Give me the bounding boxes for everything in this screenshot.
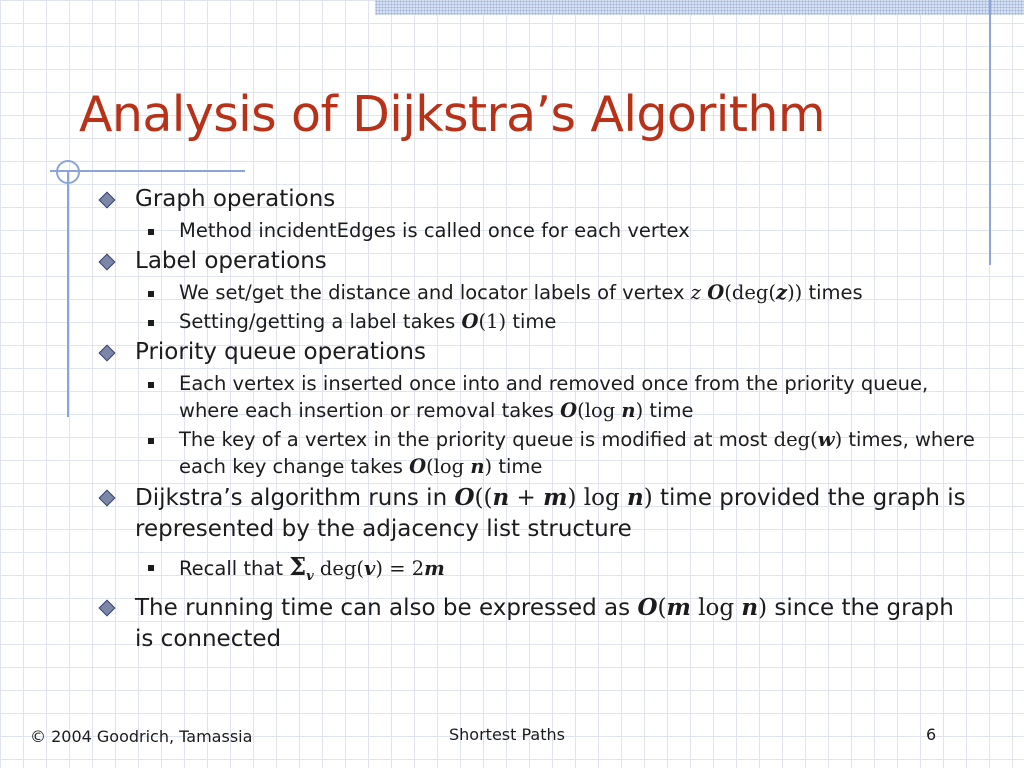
math-var-z: z: [690, 281, 702, 304]
math-sigma: Σ: [289, 552, 307, 581]
math-log: log: [698, 594, 735, 621]
bullet-priority-queue-operations: [96, 337, 976, 368]
math-var-v: v: [364, 557, 376, 580]
math-big-o: O: [637, 593, 658, 621]
math-big-o: O: [560, 399, 578, 422]
math-big-o: O: [454, 484, 475, 511]
diamond-bullet-icon: [99, 254, 116, 271]
sub-bullet-text: Method incidentEdges is called once for each vertex: [179, 219, 690, 242]
math-paren: ): [643, 485, 653, 511]
square-bullet-icon: [148, 565, 154, 571]
math-var-m: m: [543, 484, 568, 511]
math-var-n: n: [470, 455, 485, 478]
sub-bullet-set-get-labels: [96, 279, 976, 306]
bullet-text: time provided the graph is represented by the adjacency list structure: [135, 485, 966, 542]
math-paren: )): [787, 281, 803, 304]
sub-bullet-text: times, where each key change takes: [179, 428, 975, 478]
sub-bullet-text: time: [498, 455, 543, 478]
diamond-bullet-icon: [99, 192, 116, 209]
square-bullet-icon: [148, 438, 154, 444]
sub-bullet-label-time: [96, 308, 976, 335]
square-bullet-icon: [148, 320, 154, 326]
math-var-w: w: [817, 428, 835, 451]
sub-bullet-incident-edges: [96, 217, 976, 244]
math-big-o: O: [409, 455, 427, 478]
decorative-vertical-line-right: [989, 0, 991, 265]
math-paren: (: [657, 594, 667, 621]
footer-title: Shortest Paths: [449, 725, 565, 744]
math-paren: ): [834, 428, 843, 451]
sub-bullet-text: Each vertex is inserted once into and removed once from the priority queue, where each insertion or removal takes: [179, 372, 929, 422]
math-log: ) log: [567, 485, 620, 511]
footer-copyright: © 2004 Goodrich, Tamassia: [30, 727, 253, 746]
bullet-text: since the graph is connected: [135, 594, 954, 652]
bullet-text: The running time can also be expressed as: [135, 594, 631, 621]
bullet-text: Priority queue operations: [135, 339, 426, 365]
math-log: (log: [426, 455, 465, 478]
bullet-text: Dijkstra’s algorithm runs in: [135, 485, 448, 511]
bullet-graph-operations: [96, 184, 976, 215]
slide-title: Analysis of Dijkstra’s Algorithm: [79, 86, 825, 143]
math-var-n: n: [741, 593, 759, 621]
sub-bullet-text: We set/get the distance and locator labels of vertex: [179, 281, 685, 304]
math-arg: (1): [478, 310, 507, 333]
math-var-n: n: [492, 484, 510, 511]
math-var-z: z: [775, 281, 788, 304]
sub-bullet-text: Setting/getting a label takes: [179, 310, 456, 333]
diamond-bullet-icon: [99, 490, 116, 507]
math-big-o: O: [707, 281, 725, 304]
decorative-vertical-line-left: [67, 172, 69, 417]
math-paren: ((: [474, 485, 493, 511]
decorative-ring-icon: [56, 160, 80, 184]
sub-bullet-insert-remove: [96, 370, 976, 424]
math-sub-v: v: [306, 568, 314, 584]
bullet-running-time-expressed: [96, 592, 976, 655]
top-dotted-band: [375, 0, 1024, 15]
math-log: (log: [577, 399, 616, 422]
footer-page-number: 6: [926, 725, 937, 744]
diamond-bullet-icon: [99, 345, 116, 362]
bullet-dijkstra-runtime: [96, 482, 976, 545]
math-paren: ): [635, 399, 644, 422]
sub-bullet-key-modified: [96, 426, 976, 480]
math-var-n: n: [626, 484, 644, 511]
bullet-text: Graph operations: [135, 186, 336, 212]
math-paren: ): [484, 455, 493, 478]
math-paren: ): [758, 594, 768, 621]
math-big-o: O: [461, 310, 479, 333]
bullet-label-operations: [96, 246, 976, 277]
sub-bullet-text: time: [512, 310, 557, 333]
math-var-m: m: [666, 593, 691, 621]
math-var-m: m: [424, 557, 445, 580]
square-bullet-icon: [148, 382, 154, 388]
math-equals: ) = 2: [375, 557, 425, 580]
math-var-n: n: [621, 399, 636, 422]
math-deg: deg(: [319, 557, 365, 580]
diamond-bullet-icon: [99, 599, 116, 616]
sub-bullet-text: time: [649, 399, 694, 422]
sub-bullet-text: The key of a vertex in the priority queue is modified at most: [179, 428, 768, 451]
bullet-list: [96, 184, 976, 657]
square-bullet-icon: [148, 291, 154, 297]
sub-bullet-recall-sum: [96, 553, 976, 590]
math-plus: +: [516, 485, 536, 511]
math-deg: (deg(: [724, 281, 776, 304]
sub-bullet-text: Recall that: [179, 557, 283, 580]
square-bullet-icon: [148, 229, 154, 235]
bullet-text: Label operations: [135, 248, 327, 274]
math-deg: deg(: [773, 428, 818, 451]
sub-bullet-text: times: [808, 281, 863, 304]
